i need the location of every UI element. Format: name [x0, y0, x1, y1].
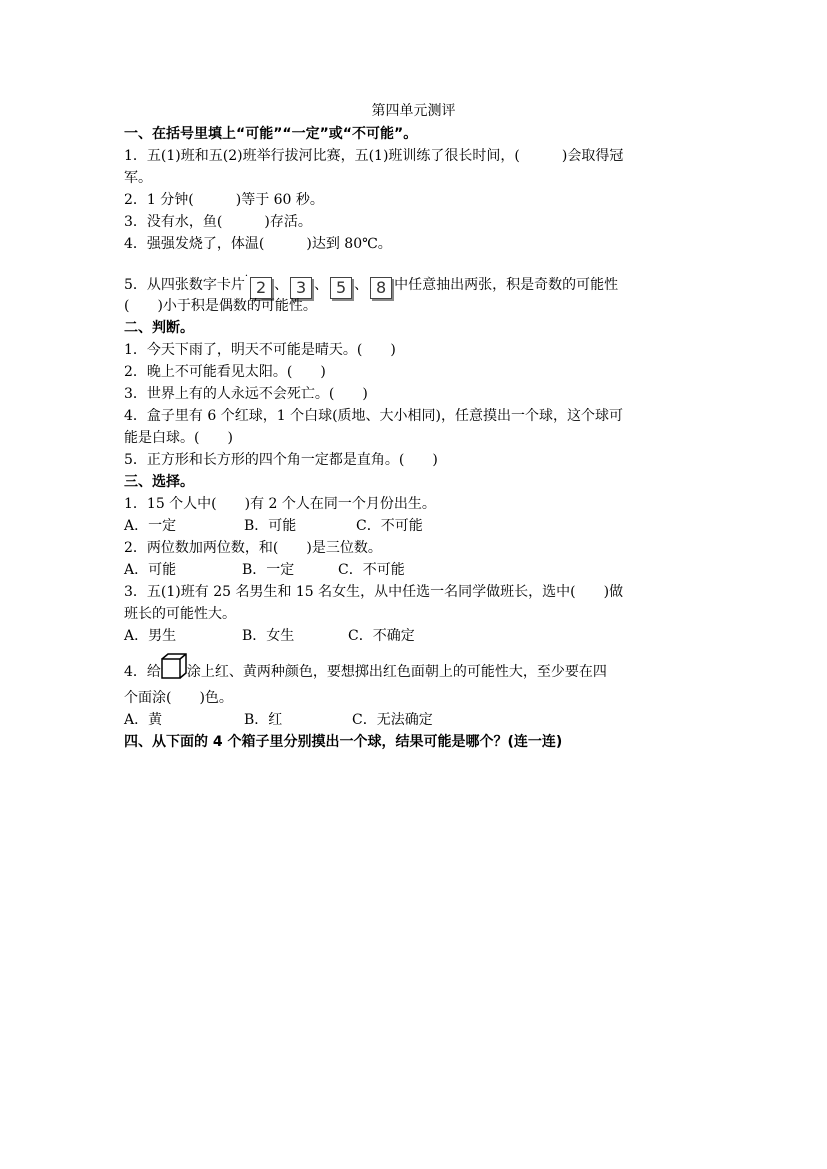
s1-q5-line2: ( )小于积是偶数的可能性。 — [124, 298, 317, 314]
section-4-heading: 四、从下面的 4 个箱子里分别摸出一个球，结果可能是哪个？(连一连) — [124, 734, 563, 750]
section-3-heading: 三、选择。 — [124, 474, 194, 490]
option-a: A．黄 — [124, 712, 163, 728]
s1-q5-prefix: 5．从四张数字卡片 — [124, 277, 245, 293]
s3-q4-prefix: 4．给 — [124, 664, 161, 680]
s3-q4-line2: 个面涂( )色。 — [124, 690, 233, 706]
option-c: C．不可能 — [338, 562, 405, 578]
option-c: C．不确定 — [348, 628, 415, 644]
s2-q2: 2．晚上不可能看见太阳。( ) — [124, 364, 326, 380]
s1-q1-line2: 军。 — [124, 170, 152, 186]
section-1-heading: 一、在括号里填上“可能”“一定”或“不可能”。 — [124, 126, 418, 142]
s2-q3: 3．世界上有的人永远不会死亡。( ) — [124, 386, 368, 402]
s3-q3-line1: 3．五(1)班有 25 名男生和 15 名女生，从中任选一名同学做班长，选中( )做 — [124, 584, 624, 600]
s3-q2: 2．两位数加两位数，和( )是三位数。 — [124, 540, 382, 556]
s1-q4: 4．强强发烧了，体温( )达到 80℃。 — [124, 236, 392, 252]
number-card-icon: 8 — [370, 277, 392, 299]
s3-q3-options — [124, 625, 704, 647]
separator: 、 — [314, 277, 329, 293]
option-a: A．一定 — [124, 518, 177, 534]
option-b: B．一定 — [242, 562, 295, 578]
option-b: B．红 — [244, 712, 283, 728]
number-card-icon: 3 — [290, 277, 312, 299]
section-2-heading: 二、判断。 — [124, 320, 194, 336]
s1-q2: 2．1 分钟( )等于 60 秒。 — [124, 192, 324, 208]
s2-q4-line2: 能是白球。( ) — [124, 430, 233, 446]
s3-q1-options — [124, 515, 704, 537]
option-b: B．女生 — [242, 628, 295, 644]
s3-q4-options — [124, 709, 704, 731]
s2-q5: 5．正方形和长方形的四个角一定都是直角。( ) — [124, 452, 438, 468]
s3-q1: 1．15 个人中( )有 2 个人在同一个月份出生。 — [124, 496, 436, 512]
s2-q1: 1．今天下雨了，明天不可能是晴天。( ) — [124, 342, 396, 358]
document-body — [124, 123, 704, 753]
s2-q4-line1: 4．盒子里有 6 个红球，1 个白球(质地、大小相同)，任意摸出一个球，这个球可 — [124, 408, 623, 424]
s1-q5-suffix: 中任意抽出两张，积是奇数的可能性 — [394, 277, 619, 293]
separator: 、 — [354, 277, 369, 293]
s3-q4-suffix: 涂上红、黄两种颜色，要想掷出红色面朝上的可能性大，至少要在四 — [186, 664, 607, 680]
option-c: C．无法确定 — [352, 712, 433, 728]
number-card-icon: 5 — [330, 277, 352, 299]
s3-q3-line2: 班长的可能性大。 — [124, 606, 236, 622]
option-c: C．不可能 — [356, 518, 423, 534]
s1-q5-line1 — [124, 259, 704, 295]
separator: 、 — [274, 277, 289, 293]
option-b: B．可能 — [244, 518, 297, 534]
s1-q3: 3．没有水，鱼( )存活。 — [124, 214, 312, 230]
s1-q1-line1: 1．五(1)班和五(2)班举行拔河比赛，五(1)班训练了很长时间，( )会取得冠 — [124, 148, 624, 164]
number-card-icon: 2 — [250, 277, 272, 299]
option-a: A．男生 — [124, 628, 177, 644]
s3-q4-line1 — [124, 653, 704, 687]
page-title: 第四单元测评 — [371, 103, 456, 119]
tick-mark: · — [244, 271, 249, 282]
option-a: A．可能 — [124, 562, 177, 578]
s3-q2-options — [124, 559, 704, 581]
